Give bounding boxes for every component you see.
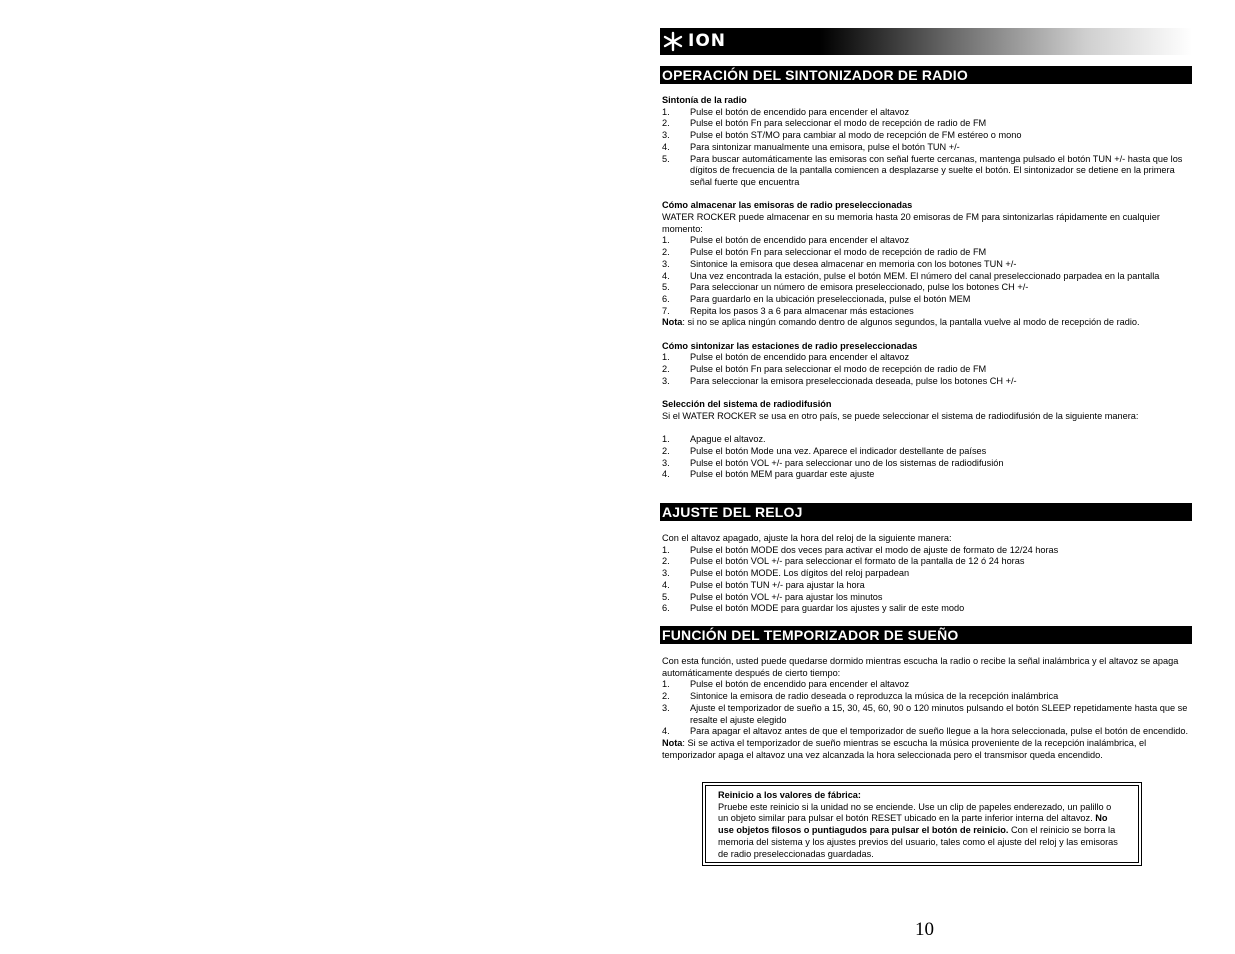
list-item-text: Pulse el botón Fn para seleccionar el modo de recepción de radio de FM <box>690 247 987 258</box>
list-item-number: 4. <box>662 270 670 281</box>
list-item-text: Para buscar automáticamente las emisoras con señal fuerte cercanas, mantenga pulsado el botón TUN +/- hasta que los dígitos de frecuencia de la pantalla comiencen a desplazarse y suelte el botón. El sintonizador se detiene en la primera señal fuerte que encuentra <box>690 153 1183 187</box>
list-item-text: Pulse el botón Fn para seleccionar el modo de recepción de radio de FM <box>690 118 987 129</box>
list-item <box>662 306 1192 318</box>
list-item-number: 3. <box>662 568 670 579</box>
brand-header-bar <box>660 28 1192 55</box>
list-item <box>662 107 1192 119</box>
list-item <box>662 446 1192 458</box>
list-item-text: Para guardarlo en la ubicación preseleccionada, pulse el botón MEM <box>690 293 971 304</box>
list-item <box>662 434 1192 446</box>
note-text: : Si se activa el temporizador de sueño mientras se escucha la música proveniente de la recepción inalámbrica, el temporizador apaga el altavoz una vez alcanzada la hora seleccionada pero el transmisor queda encendido. <box>662 737 1147 760</box>
subheading-store-presets: Cómo almacenar las emisoras de radio preseleccionadas <box>662 200 913 211</box>
reset-warning: No use objetos filosos o puntiagudos para pulsar el botón de reinicio. <box>718 813 1108 836</box>
list-item-text: Pulse el botón MODE dos veces para activar el modo de ajuste de formato de 12/24 horas <box>690 544 1059 555</box>
list-item <box>662 364 1192 376</box>
list-item-number: 1. <box>662 235 670 246</box>
ion-starburst-icon <box>662 31 684 52</box>
list-item-number: 4. <box>662 141 670 152</box>
list-item <box>662 154 1192 189</box>
sleep-section-body <box>662 656 1192 761</box>
ion-logo <box>662 31 726 52</box>
list-item-text: Pulse el botón VOL +/- para ajustar los minutos <box>690 591 883 602</box>
subheading-tune-presets: Cómo sintonizar las estaciones de radio preseleccionadas <box>662 340 918 351</box>
store-intro: WATER ROCKER puede almacenar en su memoria hasta 20 emisoras de FM para sintonizarlas rápidamente en cualquier momento: <box>662 212 1160 234</box>
page-number: 10 <box>915 919 934 940</box>
list-item <box>662 142 1192 154</box>
section-heading-clock: AJUSTE DEL RELOJ <box>660 503 1192 521</box>
list-item-number: 1. <box>662 679 670 690</box>
clock-steps <box>662 545 1192 615</box>
store-steps <box>662 235 1192 317</box>
list-item <box>662 726 1192 738</box>
list-item-number: 2. <box>662 446 670 457</box>
list-item <box>662 352 1192 364</box>
list-item <box>662 469 1192 481</box>
list-item-text: Pulse el botón de encendido para encender el altavoz <box>690 235 910 246</box>
list-item <box>662 458 1192 470</box>
section-heading-sleep: FUNCIÓN DEL TEMPORIZADOR DE SUEÑO <box>660 626 1192 644</box>
list-item-number: 6. <box>662 603 670 614</box>
list-item <box>662 703 1192 726</box>
list-item <box>662 568 1192 580</box>
list-item-text: Pulse el botón ST/MO para cambiar al modo de recepción de FM estéreo o mono <box>690 130 1022 141</box>
list-item-number: 2. <box>662 364 670 375</box>
list-item-number: 3. <box>662 702 670 713</box>
list-item-text: Para apagar el altavoz antes de que el temporizador de sueño llegue a la hora seleccionada, pulse el botón de encendido. <box>690 726 1189 737</box>
list-item-number: 4. <box>662 579 670 590</box>
list-item <box>662 592 1192 604</box>
list-item-number: 2. <box>662 556 670 567</box>
list-item-number: 3. <box>662 258 670 269</box>
clock-section-body <box>662 533 1192 615</box>
list-item-text: Para sintonizar manualmente una emisora, pulse el botón TUN +/- <box>690 141 960 152</box>
list-item <box>662 691 1192 703</box>
list-item <box>662 294 1192 306</box>
list-item <box>662 580 1192 592</box>
list-item-text: Pulse el botón de encendido para encender el altavoz <box>690 352 910 363</box>
subheading-broadcast: Selección del sistema de radiodifusión <box>662 399 832 410</box>
reset-text-part2: Con el reinicio se borra la memoria del sistema y los ajustes previos del usuario, tales como el ajuste del reloj y las emisoras de radio preseleccionadas guardadas. <box>718 825 1118 859</box>
list-item-number: 3. <box>662 457 670 468</box>
list-item-number: 1. <box>662 434 670 445</box>
reset-text-part1: Pruebe este reinicio si la unidad no se enciende. Use un clip de papeles enderezado, un palillo o un objeto similar para pulsar el botón RESET ubicado en la parte inferior interna del altavoz. <box>718 801 1112 824</box>
list-item-text: Para seleccionar la emisora preseleccionada deseada, pulse los botones CH +/- <box>690 375 1017 386</box>
list-item-number: 3. <box>662 375 670 386</box>
section-heading-radio: OPERACIÓN DEL SINTONIZADOR DE RADIO <box>660 66 1192 84</box>
clock-intro: Con el altavoz apagado, ajuste la hora del reloj de la siguiente manera: <box>662 533 952 543</box>
tune-presets-steps <box>662 352 1192 387</box>
list-item <box>662 556 1192 568</box>
list-item-number: 3. <box>662 130 670 141</box>
list-item-number: 4. <box>662 726 670 737</box>
list-item-text: Pulse el botón MEM para guardar este ajuste <box>690 469 875 480</box>
note-label: Nota <box>662 317 683 328</box>
list-item-number: 1. <box>662 106 670 117</box>
broadcast-intro: Si el WATER ROCKER se usa en otro país, se puede seleccionar el sistema de radiodifusión de la siguiente manera: <box>662 410 1139 421</box>
list-item-text: Ajuste el temporizador de sueño a 15, 30, 45, 60, 90 o 120 minutos pulsando el botón SLEEP repetidamente hasta que se resalte el ajuste elegido <box>690 702 1188 725</box>
logo-text: ION <box>688 31 727 51</box>
list-item-text: Pulse el botón de encendido para encender el altavoz <box>690 106 910 117</box>
list-item-text: Pulse el botón Mode una vez. Aparece el indicador destellante de países <box>690 446 987 457</box>
list-item-number: 1. <box>662 352 670 363</box>
list-item-number: 2. <box>662 118 670 129</box>
list-item <box>662 130 1192 142</box>
list-item <box>662 603 1192 615</box>
list-item <box>662 259 1192 271</box>
note-text: : si no se aplica ningún comando dentro de algunos segundos, la pantalla vuelve al modo de recepción de radio. <box>682 317 1140 328</box>
list-item-number: 5. <box>662 153 670 164</box>
tuning-steps <box>662 107 1192 189</box>
store-note <box>662 317 1192 329</box>
list-item <box>662 235 1192 247</box>
sleep-intro: Con esta función, usted puede quedarse dormido mientras escucha la radio o recibe la señal inalámbrica y el altavoz se apaga automáticamente después de cierto tiempo: <box>662 656 1179 678</box>
list-item-text: Pulse el botón MODE. Los dígitos del reloj parpadean <box>690 568 910 579</box>
list-item-text: Repita los pasos 3 a 6 para almacenar más estaciones <box>690 305 914 316</box>
list-item-text: Pulse el botón de encendido para encender el altavoz <box>690 679 910 690</box>
reset-callout-content <box>718 790 1122 860</box>
list-item <box>662 376 1192 388</box>
list-item-number: 5. <box>662 282 670 293</box>
list-item-number: 7. <box>662 305 670 316</box>
list-item-text: Sintonice la emisora que desea almacenar en memoria con los botones TUN +/- <box>690 258 1017 269</box>
subheading-tuning: Sintonía de la radio <box>662 95 747 105</box>
list-item-text: Para seleccionar un número de emisora preseleccionado, pulse los botones CH +/- <box>690 282 1029 293</box>
list-item-text: Sintonice la emisora de radio deseada o reproduzca la música de la recepción inalámbrica <box>690 691 1059 702</box>
list-item <box>662 679 1192 691</box>
list-item-text: Apague el altavoz. <box>690 434 766 445</box>
reset-text <box>718 802 1122 861</box>
reset-title: Reinicio a los valores de fábrica: <box>718 790 861 800</box>
note-label: Nota <box>662 737 683 748</box>
list-item-number: 5. <box>662 591 670 602</box>
list-item-text: Pulse el botón VOL +/- para seleccionar uno de los sistemas de radiodifusión <box>690 457 1004 468</box>
sleep-note <box>662 738 1192 761</box>
list-item-number: 2. <box>662 247 670 258</box>
reset-callout-box <box>702 782 1142 866</box>
radio-section-body <box>662 95 1192 481</box>
list-item-text: Pulse el botón VOL +/- para seleccionar el formato de la pantalla de 12 ó 24 horas <box>690 556 1025 567</box>
list-item <box>662 118 1192 130</box>
list-item <box>662 282 1192 294</box>
list-item-number: 1. <box>662 544 670 555</box>
list-item-number: 6. <box>662 293 670 304</box>
broadcast-steps <box>662 434 1192 481</box>
list-item-number: 2. <box>662 691 670 702</box>
list-item-text: Pulse el botón TUN +/- para ajustar la hora <box>690 579 865 590</box>
list-item <box>662 247 1192 259</box>
list-item-text: Pulse el botón MODE para guardar los ajustes y salir de este modo <box>690 603 965 614</box>
list-item-text: Pulse el botón Fn para seleccionar el modo de recepción de radio de FM <box>690 364 987 375</box>
list-item <box>662 545 1192 557</box>
list-item <box>662 271 1192 283</box>
sleep-steps <box>662 679 1192 738</box>
list-item-number: 4. <box>662 469 670 480</box>
list-item-text: Una vez encontrada la estación, pulse el botón MEM. El número del canal preseleccionado parpadea en la pantalla <box>690 270 1160 281</box>
